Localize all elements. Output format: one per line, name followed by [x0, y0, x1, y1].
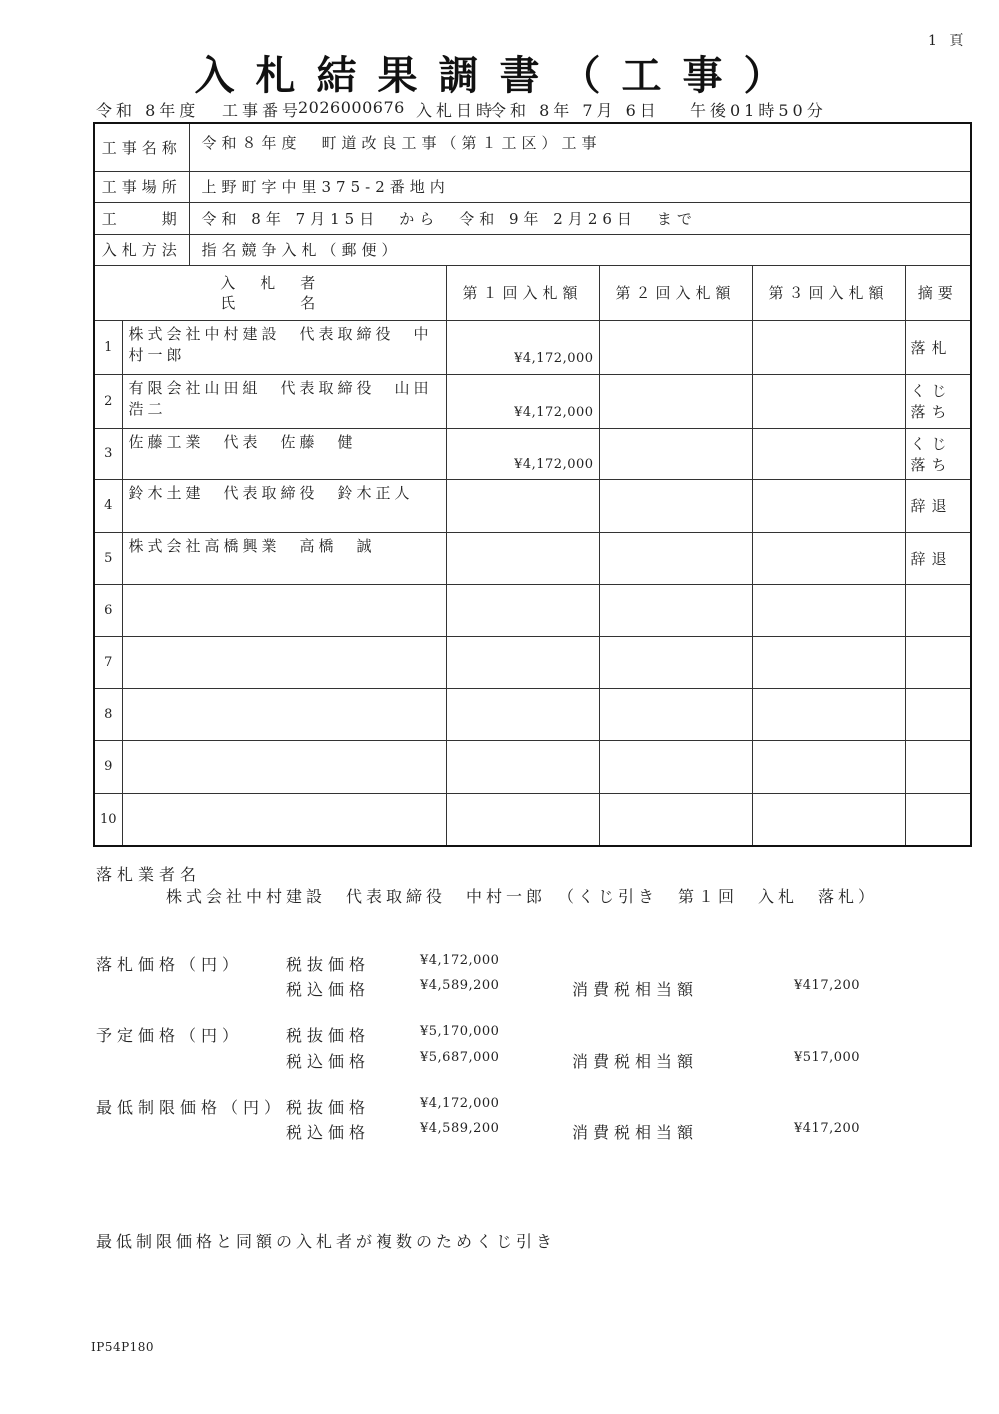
- bidder-header-line2: 氏 名: [220, 293, 321, 312]
- info-label: 工事場所: [94, 171, 189, 202]
- info-label: 工 期: [94, 202, 189, 234]
- excl-price: ¥4,172,000: [420, 1096, 500, 1111]
- form-code: IP54P180: [91, 1340, 155, 1354]
- round3-amount: [752, 636, 905, 688]
- incl-label: 税込価格: [286, 1123, 371, 1142]
- round2-header: 第２回入札額: [599, 265, 752, 320]
- row-number: 1: [94, 320, 122, 374]
- round2-amount: [599, 479, 752, 532]
- info-row-name: [94, 123, 971, 171]
- bidder-name: 佐藤工業 代表 佐藤 健: [122, 428, 446, 479]
- row-number: 6: [94, 584, 122, 636]
- bidder-name: [122, 740, 446, 793]
- winner-name: 株式会社中村建設 代表取締役 中村一郎 （くじ引き 第１回 入札 落札）: [166, 887, 879, 906]
- tax-label: 消費税相当額: [572, 1123, 699, 1142]
- round3-amount: [752, 688, 905, 740]
- info-label: 工事名称: [94, 123, 189, 171]
- round3-amount: [752, 428, 905, 479]
- bidder-name: [122, 636, 446, 688]
- tax-amount: ¥417,200: [794, 978, 861, 993]
- table-row: [94, 793, 971, 846]
- round3-amount: [752, 479, 905, 532]
- row-note: くじ落ち: [905, 374, 971, 428]
- footnote: 最低制限価格と同額の入札者が複数のためくじ引き: [96, 1232, 557, 1251]
- round2-amount: [599, 688, 752, 740]
- bidder-name: [122, 584, 446, 636]
- round1-amount: [446, 479, 599, 532]
- bid-time: 午後01時50分: [690, 101, 827, 120]
- row-note: [905, 793, 971, 846]
- row-number: 9: [94, 740, 122, 793]
- row-number: 8: [94, 688, 122, 740]
- round1-amount: [446, 584, 599, 636]
- excl-price: ¥5,170,000: [420, 1024, 500, 1039]
- tax-label: 消費税相当額: [572, 980, 699, 999]
- work-period: 令和 8年 7月15日 から 令和 9年 2月26日 まで: [189, 202, 971, 234]
- incl-label: 税込価格: [286, 1052, 371, 1071]
- column-header-row: [94, 265, 971, 320]
- info-row-method: [94, 234, 971, 265]
- round3-amount: [752, 320, 905, 374]
- bid-date: 令和 8年 7月 6日: [490, 101, 660, 120]
- round3-amount: [752, 584, 905, 636]
- row-number: 5: [94, 532, 122, 584]
- bidder-name: 鈴木土建 代表取締役 鈴木正人: [122, 479, 446, 532]
- row-note: [905, 740, 971, 793]
- note-header: 摘要: [905, 265, 971, 320]
- incl-price: ¥4,589,200: [420, 1121, 500, 1136]
- round1-amount: ¥4,172,000: [446, 320, 599, 374]
- round1-amount: ¥4,172,000: [446, 374, 599, 428]
- round2-amount: [599, 636, 752, 688]
- excl-label: 税抜価格: [286, 955, 371, 974]
- round1-amount: [446, 793, 599, 846]
- round1-amount: [446, 532, 599, 584]
- info-label: 入札方法: [94, 234, 189, 265]
- work-number-label: 工事番号: [222, 101, 303, 120]
- table-row: [94, 532, 971, 584]
- bid-method: 指名競争入札（郵便）: [189, 234, 971, 265]
- round1-amount: [446, 688, 599, 740]
- tax-amount: ¥517,000: [794, 1050, 861, 1065]
- table-row: [94, 688, 971, 740]
- work-name: 令和８年度 町道改良工事（第１工区）工事: [189, 123, 971, 171]
- row-number: 7: [94, 636, 122, 688]
- row-note: 辞退: [905, 479, 971, 532]
- excl-label: 税抜価格: [286, 1098, 371, 1117]
- info-row-place: [94, 171, 971, 202]
- row-note: 辞退: [905, 532, 971, 584]
- round3-amount: [752, 532, 905, 584]
- round2-amount: [599, 532, 752, 584]
- round1-amount: [446, 636, 599, 688]
- bidder-name: 株式会社高橋興業 高橋 誠: [122, 532, 446, 584]
- excl-price: ¥4,172,000: [420, 953, 500, 968]
- row-number: 4: [94, 479, 122, 532]
- bidder-name: [122, 688, 446, 740]
- excl-label: 税抜価格: [286, 1026, 371, 1045]
- round3-amount: [752, 374, 905, 428]
- table-row: [94, 428, 971, 479]
- round3-amount: [752, 793, 905, 846]
- bidder-name: 株式会社中村建設 代表取締役 中村一郎: [122, 320, 446, 374]
- row-note: [905, 688, 971, 740]
- section-title: 落札価格（円）: [96, 955, 244, 974]
- row-number: 2: [94, 374, 122, 428]
- page-number: 1 頁: [928, 33, 968, 49]
- tax-amount: ¥417,200: [794, 1121, 861, 1136]
- section-title: 最低制限価格（円）: [96, 1098, 286, 1117]
- round2-amount: [599, 793, 752, 846]
- work-place: 上野町字中里375-2番地内: [189, 171, 971, 202]
- table-row: [94, 740, 971, 793]
- tax-label: 消費税相当額: [572, 1052, 699, 1071]
- round2-amount: [599, 320, 752, 374]
- winner-label: 落札業者名: [96, 865, 202, 884]
- work-number: 2026000676: [298, 98, 405, 117]
- bid-result-table: [93, 122, 972, 847]
- incl-price: ¥4,589,200: [420, 978, 500, 993]
- row-note: くじ落ち: [905, 428, 971, 479]
- row-note: [905, 636, 971, 688]
- round3-amount: [752, 740, 905, 793]
- table-row: [94, 320, 971, 374]
- round2-amount: [599, 428, 752, 479]
- bidder-name: 有限会社山田組 代表取締役 山田浩二: [122, 374, 446, 428]
- bidder-name: [122, 793, 446, 846]
- incl-label: 税込価格: [286, 980, 371, 999]
- round1-amount: ¥4,172,000: [446, 428, 599, 479]
- round1-header: 第１回入札額: [446, 265, 599, 320]
- table-row: [94, 479, 971, 532]
- info-row-period: [94, 202, 971, 234]
- round3-header: 第３回入札額: [752, 265, 905, 320]
- row-number: 3: [94, 428, 122, 479]
- incl-price: ¥5,687,000: [420, 1050, 500, 1065]
- bid-date-label: 入札日時: [416, 101, 497, 120]
- section-title: 予定価格（円）: [96, 1026, 257, 1045]
- table-row: [94, 374, 971, 428]
- bidder-header: [94, 265, 446, 320]
- fiscal-year: 令和 8年度: [96, 101, 200, 120]
- round1-amount: [446, 740, 599, 793]
- row-note: [905, 584, 971, 636]
- table-row: [94, 584, 971, 636]
- round2-amount: [599, 374, 752, 428]
- bidder-header-line1: 入 札 者: [220, 273, 321, 292]
- table-row: [94, 636, 971, 688]
- row-number: 10: [94, 793, 122, 846]
- round2-amount: [599, 740, 752, 793]
- round2-amount: [599, 584, 752, 636]
- page-title: 入札結果調書（工事）: [194, 52, 805, 99]
- row-note: 落札: [905, 320, 971, 374]
